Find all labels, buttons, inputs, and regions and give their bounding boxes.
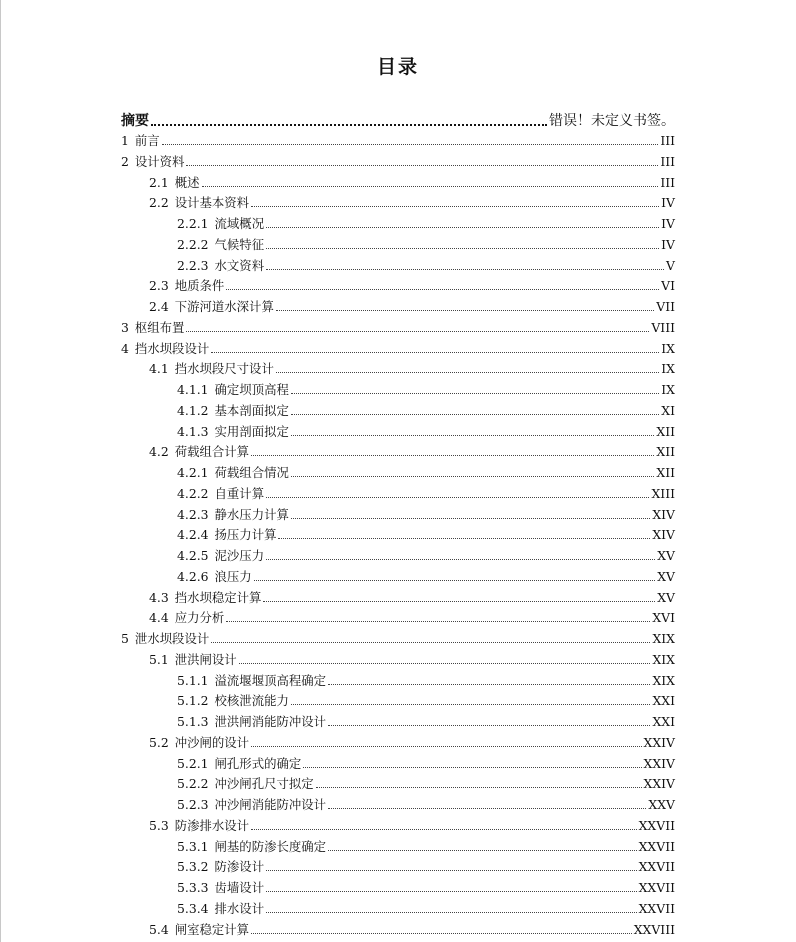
dot-leader (278, 537, 650, 539)
toc-entry-page: IV (661, 195, 675, 211)
dot-leader (291, 434, 655, 436)
dot-leader (316, 786, 642, 788)
toc-entry-page: XII (656, 465, 675, 480)
toc-entry-title: 泄洪闸消能防冲设计 (214, 714, 327, 729)
dot-leader (303, 766, 641, 768)
toc-entry-title: 静水压力计算 (214, 506, 289, 522)
dot-leader (266, 496, 649, 498)
toc-entry-number: 4.2.1 (177, 465, 209, 480)
dot-leader (251, 932, 632, 934)
dot-leader (276, 309, 654, 311)
dot-leader (266, 869, 637, 871)
toc-entry[interactable] (149, 171, 675, 191)
toc-entry-title: 挡水坝稳定计算 (174, 589, 262, 605)
toc-entry[interactable] (149, 731, 675, 751)
toc-entry-title: 防渗设计 (214, 859, 265, 875)
toc-entry-title: 水文资料 (214, 257, 265, 273)
toc-entry-number: 5.3.3 (177, 880, 209, 895)
dot-leader (186, 164, 658, 166)
dot-leader (251, 454, 654, 456)
toc-entry[interactable] (177, 855, 675, 875)
toc-entry-page: V (666, 257, 675, 273)
toc-entry[interactable] (177, 254, 675, 274)
toc-entry-title: 扬压力计算 (214, 527, 277, 543)
toc-entry[interactable] (177, 233, 675, 253)
toc-entry[interactable] (177, 378, 675, 398)
toc-entry[interactable] (121, 103, 675, 129)
toc-entry-title: 枢组布置 (134, 319, 185, 335)
toc-entry-title: 流域概况 (214, 216, 265, 231)
toc-entry[interactable] (177, 793, 675, 813)
dot-leader (266, 247, 659, 249)
toc-entry-number: 2.3 (149, 278, 169, 294)
toc-entry-page: IV (661, 216, 675, 231)
toc-entry-page: XII (656, 444, 675, 460)
toc-entry-title: 实用剖面拟定 (214, 423, 289, 439)
toc-entry[interactable] (121, 150, 675, 170)
dot-leader (291, 517, 650, 519)
toc-entry-title: 闸孔形式的确定 (214, 755, 302, 771)
toc-entry-page: XV (657, 548, 675, 563)
toc-entry-number: 4.2.4 (177, 527, 209, 543)
toc-entry-title: 气候特征 (214, 236, 265, 252)
dot-leader (328, 724, 650, 726)
toc-entry-page: XXVII (638, 880, 675, 895)
toc-entry-page: XXIV (643, 776, 675, 792)
toc-entry-number: 2.4 (149, 299, 169, 314)
toc-entry[interactable] (121, 627, 675, 647)
dot-leader (266, 558, 655, 560)
toc-entry[interactable] (121, 337, 675, 357)
toc-entry-number: 4.2.6 (177, 568, 209, 584)
toc-entry-page: XIX (652, 672, 675, 688)
toc-entry-number: 2.2 (149, 195, 169, 211)
dot-leader (186, 330, 649, 332)
toc-entry-number: 4.2.3 (177, 506, 209, 522)
dot-leader (266, 911, 637, 913)
toc-entry-title: 溢流堰堰顶高程确定 (214, 672, 327, 688)
dot-leader (291, 392, 659, 394)
toc-entry-page: VI (661, 278, 675, 294)
dot-leader (251, 205, 659, 207)
toc-entry-page: XIII (651, 485, 675, 501)
toc-entry-title: 校核泄流能力 (214, 693, 289, 709)
toc-entry-title: 浪压力 (214, 568, 252, 584)
toc-entry-page: XIX (652, 631, 675, 646)
toc-entry-number: 3 (121, 319, 129, 335)
toc-entry-number: 2.2.1 (177, 216, 209, 231)
toc-entry[interactable] (177, 565, 675, 585)
toc-entry-number: 5.3.2 (177, 859, 209, 875)
toc-entry-number: 2.2.2 (177, 236, 209, 252)
toc-entry-title: 下游河道水深计算 (174, 299, 274, 314)
dot-leader (291, 475, 655, 477)
page-edge (0, 0, 1, 942)
toc-entry-number: 5.2 (149, 734, 169, 750)
dot-leader (202, 185, 659, 187)
toc-entry[interactable] (149, 648, 675, 668)
toc-entry-number: 2 (121, 153, 129, 169)
toc-entry-number: 5.1 (149, 651, 169, 667)
toc-entry-page: III (660, 133, 675, 148)
toc-entry-number: 4.1 (149, 361, 169, 377)
toc-entry-page: XXVII (638, 838, 675, 854)
toc-entry-title: 设计基本资料 (174, 195, 250, 211)
toc-entry-number: 5.2.1 (177, 755, 209, 771)
toc-entry-number: 5.2.2 (177, 776, 209, 792)
toc-entry[interactable] (121, 129, 675, 149)
toc-entry-page: XV (657, 589, 675, 605)
toc-entry[interactable] (121, 316, 675, 336)
dot-leader (266, 268, 664, 270)
toc-entry-number: 5 (121, 631, 129, 646)
toc-entry[interactable] (177, 503, 675, 523)
dot-leader (276, 371, 659, 373)
toc-entry-title: 防渗排水设计 (174, 817, 250, 833)
toc-entry-title: 泥沙压力 (214, 548, 265, 563)
dot-leader (226, 620, 650, 622)
toc-entry-title: 挡水坝段尺寸设计 (174, 361, 274, 377)
toc-entry-title: 自重计算 (214, 485, 265, 501)
toc-entry-page: III (660, 153, 675, 169)
toc-entry-page: XIX (652, 651, 675, 667)
toc-entry-page: XXI (652, 714, 675, 729)
toc-entry[interactable] (177, 835, 675, 855)
toc-entry-number: 5.1.1 (177, 672, 209, 688)
toc-entry-page: XI (661, 402, 675, 418)
toc-entry-number: 5.3.1 (177, 838, 209, 854)
toc-entry[interactable] (149, 918, 675, 938)
toc-entry-title: 确定坝顶高程 (214, 382, 289, 397)
toc-entry[interactable] (149, 586, 675, 606)
toc-entry-number: 4.4 (149, 610, 169, 626)
toc-entry[interactable] (177, 399, 675, 419)
toc-entry-number: 4.2 (149, 444, 169, 460)
toc-entry-number: 5.4 (149, 921, 169, 937)
toc-entry-title: 前言 (134, 133, 160, 148)
dot-leader (291, 413, 659, 415)
toc-entry[interactable] (149, 814, 675, 834)
toc-entry[interactable] (177, 876, 675, 896)
toc-entry-title: 泄洪闸设计 (174, 651, 237, 667)
toc-entry-title: 设计资料 (134, 153, 185, 169)
toc-entry-title: 齿墙设计 (214, 880, 265, 895)
toc-entry-page: III (660, 174, 675, 190)
toc-entry-page: XIV (652, 506, 675, 522)
dot-leader (291, 703, 651, 705)
toc-entry-page: XXVII (638, 859, 675, 875)
toc-entry-number: 4.1.3 (177, 423, 209, 439)
toc-entry-title: 闸基的防渗长度确定 (214, 838, 327, 854)
toc-entry-number: 5.2.3 (177, 797, 209, 812)
toc-entry-number: 4.1.1 (177, 382, 209, 397)
toc-entry-title: 概述 (174, 174, 200, 190)
toc-entry[interactable] (177, 897, 675, 917)
toc-entry-page: XIV (652, 527, 675, 543)
dot-leader (328, 807, 646, 809)
dot-leader (266, 226, 659, 228)
toc-entry-number: 5.1.3 (177, 714, 209, 729)
dot-leader (251, 828, 637, 830)
toc-entry[interactable] (177, 482, 675, 502)
dot-leader (211, 641, 650, 643)
dot-leader (162, 143, 659, 145)
toc-entry[interactable] (149, 357, 675, 377)
toc-entry-number: 4.3 (149, 589, 169, 605)
dot-leader (328, 683, 650, 685)
toc-entry[interactable] (149, 295, 675, 315)
dot-leader (151, 123, 547, 126)
toc-entry-page: XXVII (638, 900, 675, 916)
toc-entry-title: 应力分析 (174, 610, 225, 626)
dot-leader (251, 745, 641, 747)
toc-entry-number: 1 (121, 133, 129, 148)
toc-entry-page: XVI (652, 610, 675, 626)
toc-entry-number: 5.3 (149, 817, 169, 833)
dot-leader (239, 662, 651, 664)
dot-leader (254, 579, 656, 581)
toc-entry[interactable] (149, 440, 675, 460)
toc-entry-page: IV (661, 236, 675, 252)
toc-entry[interactable] (149, 606, 675, 626)
toc-entry-page: IX (661, 340, 675, 356)
toc-entry-page: XXVII (638, 817, 675, 833)
toc-entry-title: 冲沙闸孔尺寸拟定 (214, 776, 314, 792)
toc-entry-number: 2.2.3 (177, 257, 209, 273)
toc-entry-page: XXV (648, 797, 675, 812)
toc-entry[interactable] (177, 420, 675, 440)
toc-entry-title: 泄水坝段设计 (134, 631, 210, 646)
toc-entry[interactable] (177, 212, 675, 232)
toc-entry-page: XXI (652, 693, 675, 709)
toc-entry-number: 2.1 (149, 174, 169, 190)
toc-entry-title: 挡水坝段设计 (134, 340, 210, 356)
toc-entry-page: VII (656, 299, 675, 314)
toc-entry[interactable] (177, 752, 675, 772)
toc-entry-page: XII (656, 423, 675, 439)
toc-entry-number: 5.3.4 (177, 900, 209, 916)
toc-entry[interactable] (177, 544, 675, 564)
toc-entry[interactable] (177, 710, 675, 730)
toc-entry[interactable] (177, 772, 675, 792)
toc-entry-number: 4.2.2 (177, 485, 209, 501)
toc-entry[interactable] (177, 461, 675, 481)
toc-entry-number: 4.1.2 (177, 402, 209, 418)
dot-leader (266, 890, 637, 892)
toc-entry-page: 错误！未定义书签。 (549, 113, 675, 129)
toc-entry-page: XXIV (643, 755, 675, 771)
page-title: 目录 (376, 56, 419, 78)
toc-entry[interactable] (177, 523, 675, 543)
toc-entry-page: XV (657, 568, 675, 584)
toc-entry-number: 4.2.5 (177, 548, 209, 563)
toc-entry-title: 地质条件 (174, 278, 225, 294)
toc-entry-title: 荷载组合情况 (214, 465, 289, 480)
toc-entry-page: VIII (651, 319, 675, 335)
toc-entry-title: 摘要 (121, 113, 149, 129)
toc-entry[interactable] (149, 191, 675, 211)
dot-leader (263, 600, 655, 602)
toc-entry-title: 闸室稳定计算 (174, 921, 250, 937)
toc-entry-title: 荷载组合计算 (174, 444, 250, 460)
toc-entry[interactable] (177, 669, 675, 689)
dot-leader (226, 288, 659, 290)
toc-entry-page: IX (661, 361, 675, 377)
dot-leader (328, 849, 637, 851)
toc-entry-number: 4 (121, 340, 129, 356)
toc-entry-page: XXVIII (633, 921, 675, 937)
toc-entry-title: 冲沙闸消能防冲设计 (214, 797, 327, 812)
toc-entry-number: 5.1.2 (177, 693, 209, 709)
toc-entry-title: 排水设计 (214, 900, 265, 916)
toc-entry[interactable] (177, 689, 675, 709)
toc-entry-title: 基本剖面拟定 (214, 402, 289, 418)
dot-leader (211, 351, 659, 353)
toc-entry-page: XXIV (643, 734, 675, 750)
toc-entry-page: IX (661, 382, 675, 397)
toc-entry-title: 冲沙闸的设计 (174, 734, 250, 750)
toc-entry[interactable] (149, 274, 675, 294)
